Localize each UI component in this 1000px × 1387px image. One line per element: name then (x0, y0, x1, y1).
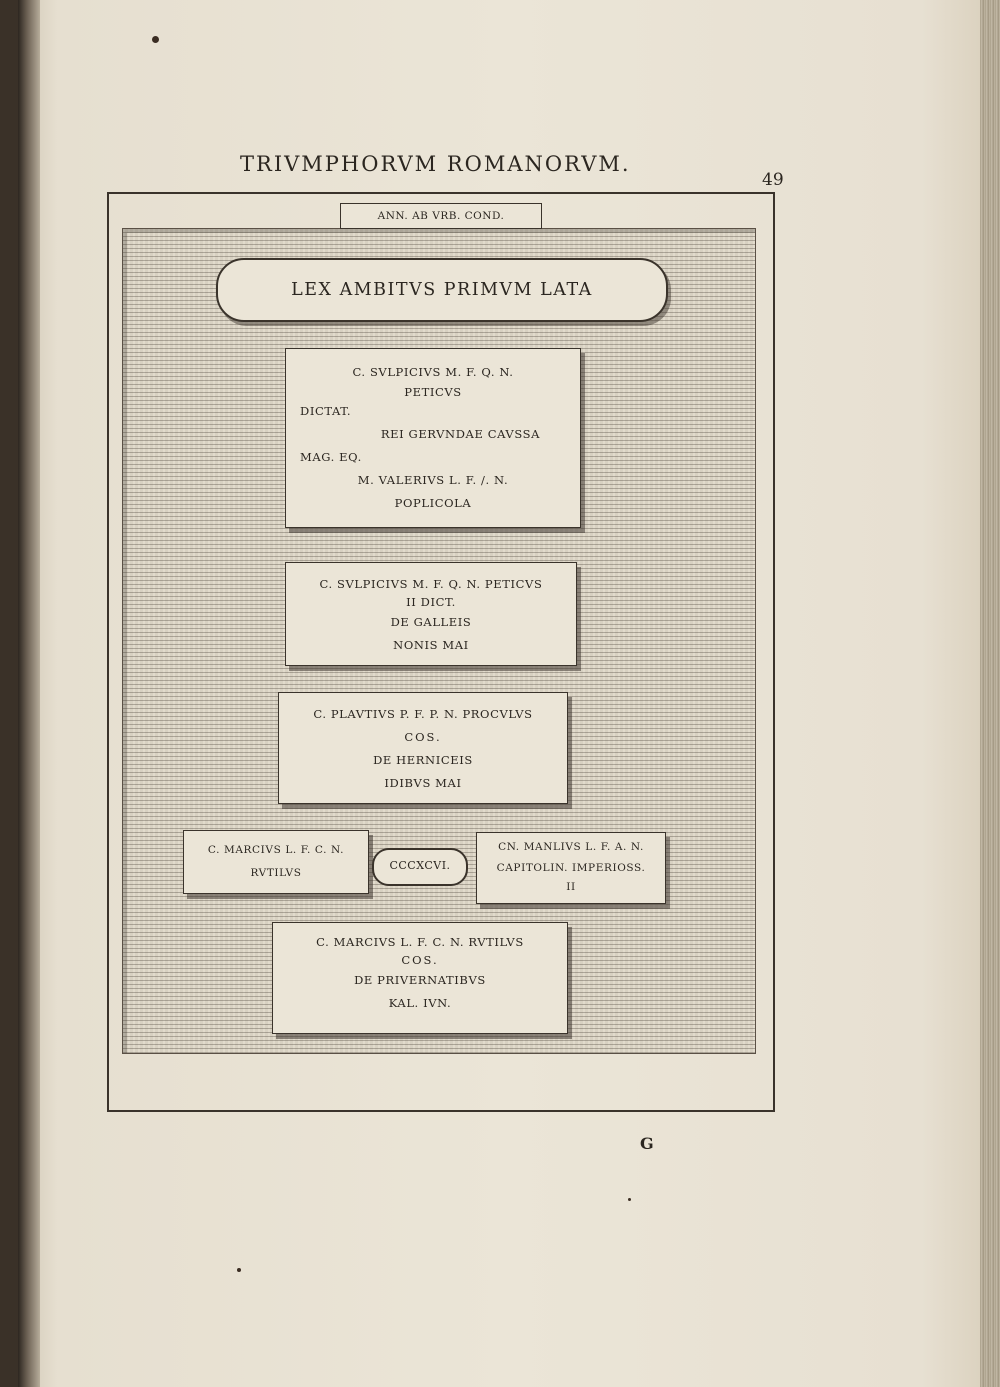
tablet-line: II DICT. (406, 595, 456, 609)
tablet-line: DICTAT. (300, 404, 352, 418)
tablet-marcius-consul (272, 922, 568, 1034)
tablet-line: C. SVLPICIVS M. F. Q. N. PETICVS (319, 577, 543, 591)
year-label-cartouche: ANN. AB VRB. COND. (340, 203, 542, 229)
ink-spot (628, 1198, 631, 1201)
page-edges (980, 0, 1000, 1387)
tablet-line: KAL. IVN. (388, 996, 452, 1010)
tablet-line: RVTILVS (250, 867, 302, 879)
tablet-sulpicius-triumph (285, 562, 577, 666)
tablet-line: C. MARCIVS L. F. C. N. RVTILVS (316, 935, 524, 949)
tablet-line: PETICVS (404, 385, 462, 399)
tablet-line: CN. MANLIVS L. F. A. N. (498, 841, 644, 853)
ink-spot (152, 36, 159, 43)
tablet-line: IDIBVS MAI (384, 776, 462, 790)
tablet-plautius (278, 692, 568, 804)
tablet-line: DE PRIVERNATIBVS (354, 973, 486, 987)
tablet-line: C. PLAVTIVS P. F. P. N. PROCVLVS (313, 707, 533, 721)
tablet-line: POPLICOLA (394, 496, 472, 510)
tablet-line: MAG. EQ. (300, 450, 362, 464)
tablet-line: COS. (404, 730, 442, 744)
tablet-line: C. MARCIVS L. F. C. N. (207, 844, 345, 856)
running-head: TRIVMPHORVM ROMANORVM. (240, 152, 631, 176)
tablet-line: NONIS MAI (393, 638, 469, 652)
tablet-line: COS. (401, 953, 439, 967)
tablet-line: C. SVLPICIVS M. F. Q. N. (352, 365, 514, 379)
signature-mark: G (640, 1134, 654, 1153)
tablet-sulpicius-dictator (285, 348, 581, 528)
page-number: 49 (762, 170, 784, 190)
tablet-line: DE GALLEIS (390, 615, 472, 629)
tablet-manlius (476, 832, 666, 904)
ink-spot (237, 1268, 241, 1272)
tablet-line: REI GERVNDAE CAVSSA (380, 427, 540, 441)
tablet-marcius-dictator (183, 830, 369, 894)
tablet-line: II (566, 881, 576, 893)
gutter-shadow (18, 0, 40, 1387)
year-number-cartouche: CCCXCVI. (372, 848, 468, 886)
tablet-line: M. VALERIVS L. F. /. N. (357, 473, 509, 487)
heading-cartouche: LEX AMBITVS PRIMVM LATA (216, 258, 668, 322)
tablet-line: CAPITOLIN. IMPERIOSS. (496, 862, 646, 874)
tablet-line: DE HERNICEIS (373, 753, 473, 767)
